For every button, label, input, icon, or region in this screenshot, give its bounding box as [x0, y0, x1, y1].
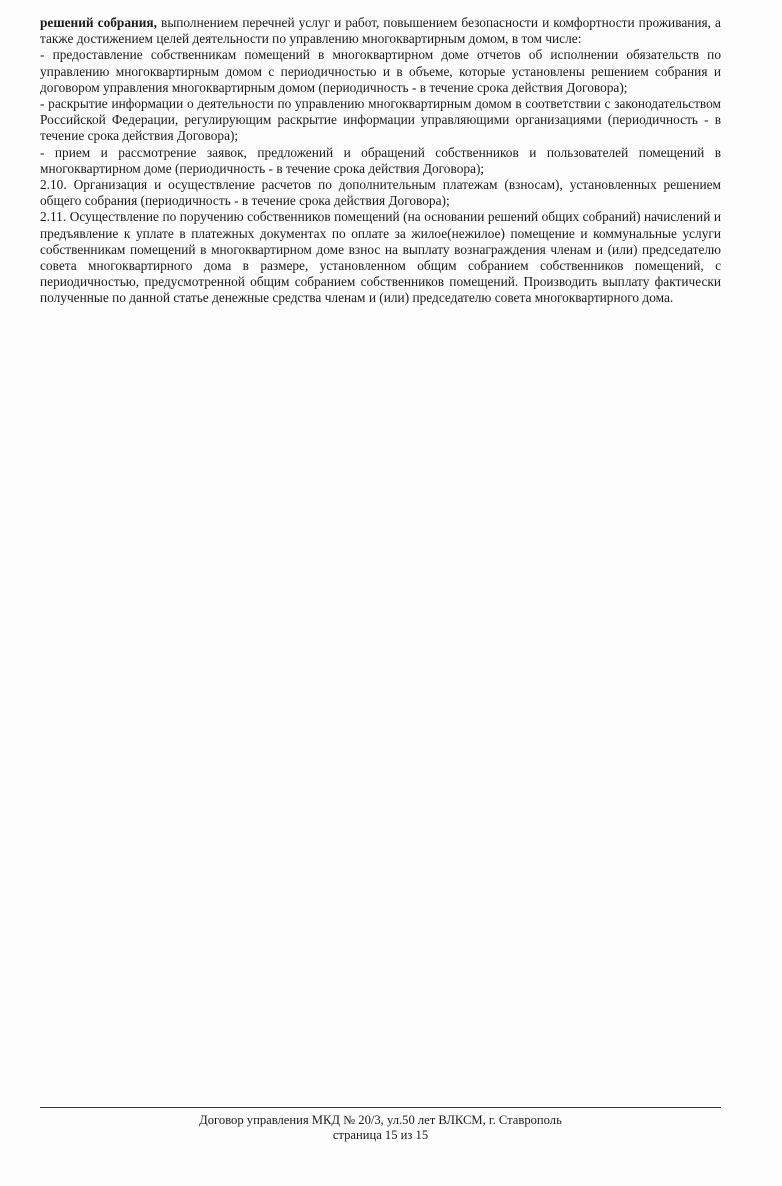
- item-requests: - прием и рассмотрение заявок, предложений и обращений собственников и пользователей помещений в многоквартирном доме (периодичность - в течение срока действия Договора);: [40, 144, 721, 176]
- document-body: [40, 15, 721, 307]
- footer-divider: [40, 1107, 721, 1108]
- clause-2-10: 2.10. Организация и осуществление расчетов по дополнительным платежам (взносам), установленных решением общего собрания (периодичность - в течение срока действия Договора);: [40, 177, 721, 209]
- clause-2-11: 2.11. Осуществление по поручению собственников помещений (на основании решений общих собраний) начислений и предъявление к уплате в платежных документах по оплате за жилое(нежилое) помещение и коммунальные услуги собственникам помещений в многоквартирном доме взнос на выплату вознаграждения членам и (или) председателю совета многоквартирного дома в размере, установленном общим собранием собственников помещений, с периодичностью, предусмотренной общим собранием собственников помещений. Производить выплату фактически полученные по данной статье денежные средства членам и (или) председателю совета многоквартирного дома.: [40, 209, 721, 306]
- page-footer: [40, 1113, 721, 1143]
- intro-text: выполнением перечней услуг и работ, повышением безопасности и комфортности проживания, а также достижением целей деятельности по управлению многоквартирным домом, в том числе:: [40, 15, 721, 47]
- intro-bold-text: решений собрания,: [40, 15, 157, 30]
- footer-contract-title: Договор управления МКД № 20/3, ул.50 лет ВЛКСМ, г. Ставрополь: [199, 1113, 562, 1127]
- intro-paragraph: [40, 15, 721, 47]
- page-number: страница 15 из 15: [332, 1128, 429, 1142]
- item-reports: - предоставление собственникам помещений в многоквартирном доме отчетов об исполнении обязательств по управлению многоквартирным домом с периодичностью и в объеме, которые установлены решением собрания и договором управления многоквартирным домом (периодичность - в течение срока действия Договора);: [40, 47, 721, 95]
- item-disclosure: - раскрытие информации о деятельности по управлению многоквартирным домом в соответствии с законодательством Российской Федерации, регулирующим раскрытие информации управляющими организациями (периодичность - в течение срока действия Договора);: [40, 96, 721, 144]
